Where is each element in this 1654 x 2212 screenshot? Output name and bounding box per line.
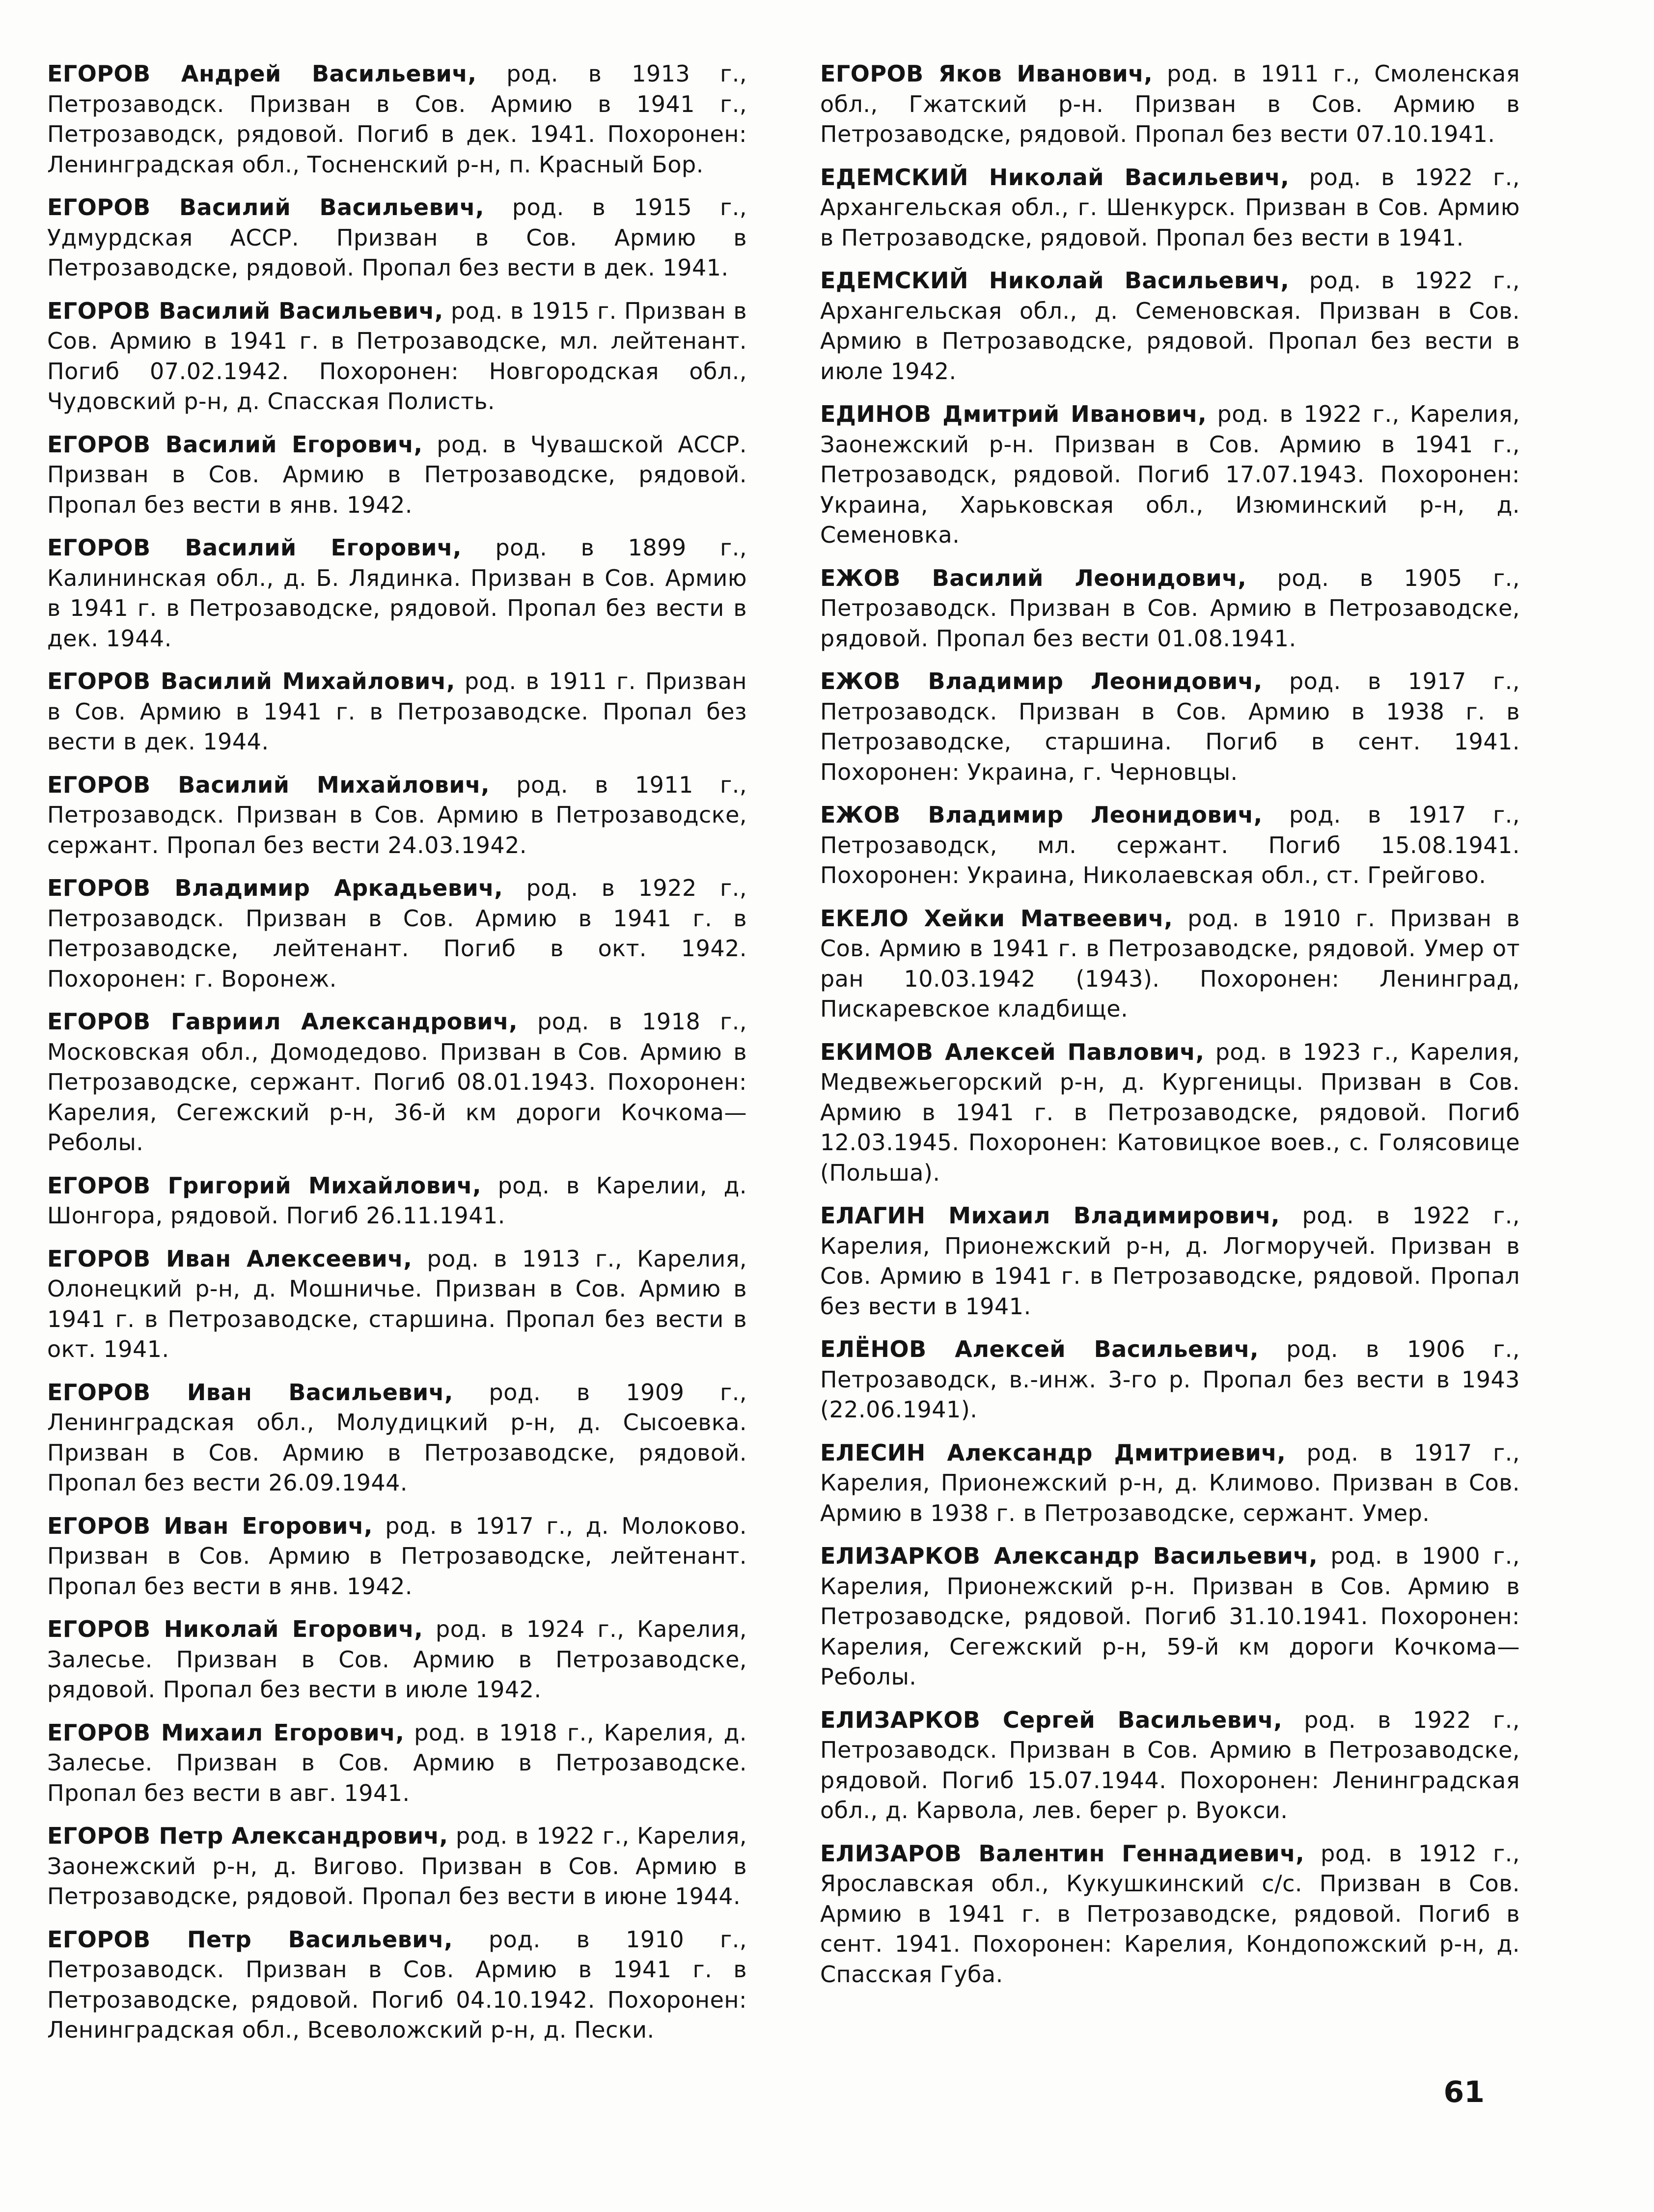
entry-name: ЕКИМОВ Алексей Павлович, <box>820 1038 1205 1065</box>
entry-details: род. в 1917 г., Карелия, Прионежский р-н, д. Климово. Призван в Сов. Армию в 1938 г. в Петрозаводске, сержант. Умер. <box>820 1439 1520 1526</box>
entry-name: ЕГОРОВ Иван Егорович, <box>47 1512 373 1539</box>
entry-name: ЕДИНОВ Дмитрий Иванович, <box>820 401 1207 427</box>
list-entry <box>820 1705 1520 1826</box>
list-entry <box>47 430 747 521</box>
entry-name: ЕГОРОВ Василий Егорович, <box>47 534 462 561</box>
list-entry <box>820 1438 1520 1529</box>
entry-name: ЕЛЁНОВ Алексей Васильевич, <box>820 1336 1259 1362</box>
entry-details: род. в 1911 г., Петрозаводск. Призван в Сов. Армию в Петрозаводске, сержант. Пропал без вести 24.03.1942. <box>47 771 747 858</box>
entry-details: род. в 1922 г., Петрозаводск. Призван в Сов. Армию в Петрозаводске, рядовой. Погиб 15.07.1944. Похоронен: Ленинградская обл., д. Карвола, лев. берег р. Вуокси. <box>820 1706 1520 1824</box>
list-entry <box>820 163 1520 253</box>
list-entry <box>47 1511 747 1602</box>
list-entry <box>820 563 1520 654</box>
entry-name: ЕГОРОВ Василий Васильевич, <box>47 194 485 221</box>
entry-details: род. в 1910 г. Призван в Сов. Армию в 1941 г. в Петрозаводске, рядовой. Умер от ран 10.03.1942 (1943). Похоронен: Ленинград, Пискаревское кладбище. <box>820 905 1520 1022</box>
entry-name: ЕГОРОВ Андрей Васильевич, <box>47 60 477 87</box>
list-entry <box>47 193 747 283</box>
entry-details: род. в 1922 г., Карелия, Заонежский р-н, д. Вигово. Призван в Сов. Армию в Петрозаводске, рядовой. Пропал без вести в июне 1944. <box>47 1823 747 1909</box>
entry-details: род. в 1917 г., д. Молоково. Призван в Сов. Армию в Петрозаводске, лейтенант. Пропал без вести в янв. 1942. <box>47 1512 747 1600</box>
entry-name: ЕГОРОВ Василий Васильевич, <box>47 297 443 324</box>
entry-details: род. в 1915 г., Удмурдская АССР. Призван в Сов. Армию в Петрозаводске, рядовой. Пропал без вести в дек. 1941. <box>47 194 747 281</box>
list-entry <box>820 59 1520 150</box>
entry-name: ЕГОРОВ Владимир Аркадьевич, <box>47 875 503 901</box>
entry-details: род. в 1909 г., Ленинградская обл., Молудицкий р-н, д. Сысоевка. Призван в Сов. Армию в Петрозаводске, рядовой. Пропал без вести 26.09.1944. <box>47 1379 747 1496</box>
list-entry <box>47 770 747 861</box>
entry-name: ЕГОРОВ Григорий Михайлович, <box>47 1172 482 1199</box>
list-entry <box>47 873 747 994</box>
list-entry <box>47 1925 747 2046</box>
entry-details: род. в 1910 г., Петрозаводск. Призван в Сов. Армию в 1941 г. в Петрозаводске, рядовой. Погиб 04.10.1942. Похоронен: Ленинградская обл., Всеволожский р-н, д. Пески. <box>47 1926 747 2043</box>
entry-name: ЕГОРОВ Иван Васильевич, <box>47 1379 453 1406</box>
entry-details: род. в 1913 г., Карелия, Олонецкий р-н, д. Мошничье. Призван в Сов. Армию в 1941 г. в Петрозаводске, старшина. Пропал без вести в окт. 1941. <box>47 1245 747 1362</box>
entry-name: ЕЖОВ Владимир Леонидович, <box>820 668 1263 694</box>
entry-details: род. в Карелии, д. Шонгора, рядовой. Погиб 26.11.1941. <box>47 1172 747 1229</box>
entry-name: ЕГОРОВ Василий Егорович, <box>47 431 423 458</box>
entry-details: род. в 1905 г., Петрозаводск. Призван в Сов. Армию в Петрозаводске, рядовой. Пропал без вести 01.08.1941. <box>820 564 1520 652</box>
list-entry <box>47 1821 747 1912</box>
entry-name: ЕЛИЗАРКОВ Сергей Васильевич, <box>820 1706 1283 1733</box>
entry-name: ЕГОРОВ Иван Алексеевич, <box>47 1245 413 1272</box>
entry-details: род. в 1900 г., Карелия, Прионежский р-н. Призван в Сов. Армию в Петрозаводске, рядовой. Погиб 31.10.1941. Похоронен: Карелия, Сегежский р-н, 59-й км дороги Кочкома—Реболы. <box>820 1543 1520 1690</box>
right-column <box>820 59 1520 2002</box>
list-entry <box>47 59 747 180</box>
entry-details: род. в 1912 г., Ярославская обл., Кукушкинский с/с. Призван в Сов. Армию в 1941 г. в Петрозаводске, рядовой. Погиб в сент. 1941. Похоронен: Карелия, Кондопожский р-н, д. Спасская Губа. <box>820 1840 1520 1988</box>
list-entry <box>47 533 747 654</box>
entry-details: род. в 1917 г., Петрозаводск, мл. сержант. Погиб 15.08.1941. Похоронен: Украина, Николаевская обл., ст. Грейгово. <box>820 802 1520 888</box>
list-entry <box>820 1839 1520 1990</box>
entry-name: ЕЛИЗАРКОВ Александр Васильевич, <box>820 1543 1318 1569</box>
list-entry <box>47 1378 747 1498</box>
entry-details: род. в 1924 г., Карелия, Залесье. Призван в Сов. Армию в Петрозаводске, рядовой. Пропал без вести в июле 1942. <box>47 1616 747 1703</box>
page-number: 61 <box>1443 2075 1485 2109</box>
list-entry <box>820 1201 1520 1322</box>
entry-details: род. в 1922 г., Карелия, Заонежский р-н. Призван в Сов. Армию в 1941 г., Петрозаводск, рядовой. Погиб 17.07.1943. Похоронен: Украина, Харьковская обл., Изюминский р-н, д. Семеновка. <box>820 401 1520 548</box>
entry-name: ЕГОРОВ Михаил Егорович, <box>47 1719 405 1746</box>
entry-name: ЕЛЕСИН Александр Дмитриевич, <box>820 1439 1286 1466</box>
entry-details: род. в 1911 г., Смоленская обл., Гжатский р-н. Призван в Сов. Армию в Петрозаводске, рядовой. Пропал без вести 07.10.1941. <box>820 60 1520 147</box>
entry-details: род. в 1922 г., Архангельская обл., г. Шенкурск. Призван в Сов. Армию в Петрозаводске, рядовой. Пропал без вести в 1941. <box>820 164 1520 251</box>
list-entry <box>47 666 747 757</box>
entry-name: ЕГОРОВ Василий Михайлович, <box>47 668 455 694</box>
entry-name: ЕГОРОВ Гавриил Александрович, <box>47 1008 518 1035</box>
entry-name: ЕГОРОВ Яков Иванович, <box>820 60 1153 87</box>
entry-details: род. в 1915 г. Призван в Сов. Армию в 1941 г. в Петрозаводске, мл. лейтенант. Погиб 07.02.1942. Похоронен: Новгородская обл., Чудовский р-н, д. Спасская Полисть. <box>47 297 747 415</box>
entry-details: род. в 1923 г., Карелия, Медвежьегорский р-н, д. Кургеницы. Призван в Сов. Армию в 1941 г. в Петрозаводске, рядовой. Погиб 12.03.1945. Похоронен: Катовицкое воев., с. Голясовице (Польша). <box>820 1038 1520 1186</box>
left-column <box>47 59 747 2058</box>
list-entry <box>820 1334 1520 1425</box>
entry-details: род. в 1913 г., Петрозаводск. Призван в Сов. Армию в 1941 г., Петрозаводск, рядовой. Погиб в дек. 1941. Похоронен: Ленинградская обл., Тосненский р-н, п. Красный Бор. <box>47 60 747 178</box>
entry-details: род. в 1906 г., Петрозаводск, в.-инж. 3-го р. Пропал без вести в 1943 (22.06.1941). <box>820 1336 1520 1423</box>
entry-name: ЕЖОВ Владимир Леонидович, <box>820 802 1263 828</box>
list-entry <box>47 1718 747 1809</box>
entry-name: ЕДЕМСКИЙ Николай Васильевич, <box>820 164 1290 191</box>
list-entry <box>47 1171 747 1231</box>
entry-details: род. в 1917 г., Петрозаводск. Призван в Сов. Армию в 1938 г. в Петрозаводске, старшина. Погиб в сент. 1941. Похоронен: Украина, г. Черновцы. <box>820 668 1520 785</box>
list-entry <box>820 1541 1520 1692</box>
entry-details: род. в 1911 г. Призван в Сов. Армию в 1941 г. в Петрозаводске. Пропал без вести в дек. 1944. <box>47 668 747 755</box>
list-entry <box>47 296 747 417</box>
list-entry <box>47 1007 747 1158</box>
list-entry <box>820 666 1520 787</box>
entry-details: род. в 1922 г., Петрозаводск. Призван в Сов. Армию в 1941 г. в Петрозаводске, лейтенант. Погиб в окт. 1942. Похоронен: г. Воронеж. <box>47 875 747 992</box>
entry-details: род. в 1918 г., Московская обл., Домодедово. Призван в Сов. Армию в Петрозаводске, сержант. Погиб 08.01.1943. Похоронен: Карелия, Сегежский р-н, 36-й км дороги Кочкома—Реболы. <box>47 1008 747 1156</box>
list-entry <box>820 904 1520 1024</box>
entry-details: род. в 1922 г., Архангельская обл., д. Семеновская. Призван в Сов. Армию в Петрозаводске, рядовой. Пропал без вести в июле 1942. <box>820 267 1520 385</box>
list-entry <box>47 1244 747 1365</box>
entry-name: ЕГОРОВ Николай Егорович, <box>47 1616 423 1642</box>
list-entry <box>820 399 1520 551</box>
entry-details: род. в 1918 г., Карелия, д. Залесье. Призван в Сов. Армию в Петрозаводске. Пропал без вести в авг. 1941. <box>47 1719 747 1806</box>
entry-details: род. в Чувашской АССР. Призван в Сов. Армию в Петрозаводске, рядовой. Пропал без вести в янв. 1942. <box>47 431 747 518</box>
list-entry <box>820 800 1520 891</box>
entry-details: род. в 1899 г., Калининская обл., д. Б. Лядинка. Призван в Сов. Армию в 1941 г. в Петрозаводске, рядовой. Пропал без вести в дек. 1944. <box>47 534 747 652</box>
entry-details: род. в 1922 г., Карелия, Прионежский р-н, д. Логморучей. Призван в Сов. Армию в 1941 г. в Петрозаводске, рядовой. Пропал без вести в 1941. <box>820 1202 1520 1320</box>
entry-name: ЕЖОВ Василий Леонидович, <box>820 564 1247 591</box>
list-entry <box>820 1037 1520 1189</box>
entry-name: ЕГОРОВ Василий Михайлович, <box>47 771 490 798</box>
entry-name: ЕЛИЗАРОВ Валентин Геннадиевич, <box>820 1840 1305 1867</box>
list-entry <box>47 1614 747 1705</box>
entry-name: ЕГОРОВ Петр Александрович, <box>47 1823 448 1849</box>
list-entry <box>820 266 1520 387</box>
entry-name: ЕКЕЛО Хейки Матвеевич, <box>820 905 1173 932</box>
entry-name: ЕЛАГИН Михаил Владимирович, <box>820 1202 1280 1229</box>
entry-name: ЕГОРОВ Петр Васильевич, <box>47 1926 453 1953</box>
entry-name: ЕДЕМСКИЙ Николай Васильевич, <box>820 267 1290 294</box>
